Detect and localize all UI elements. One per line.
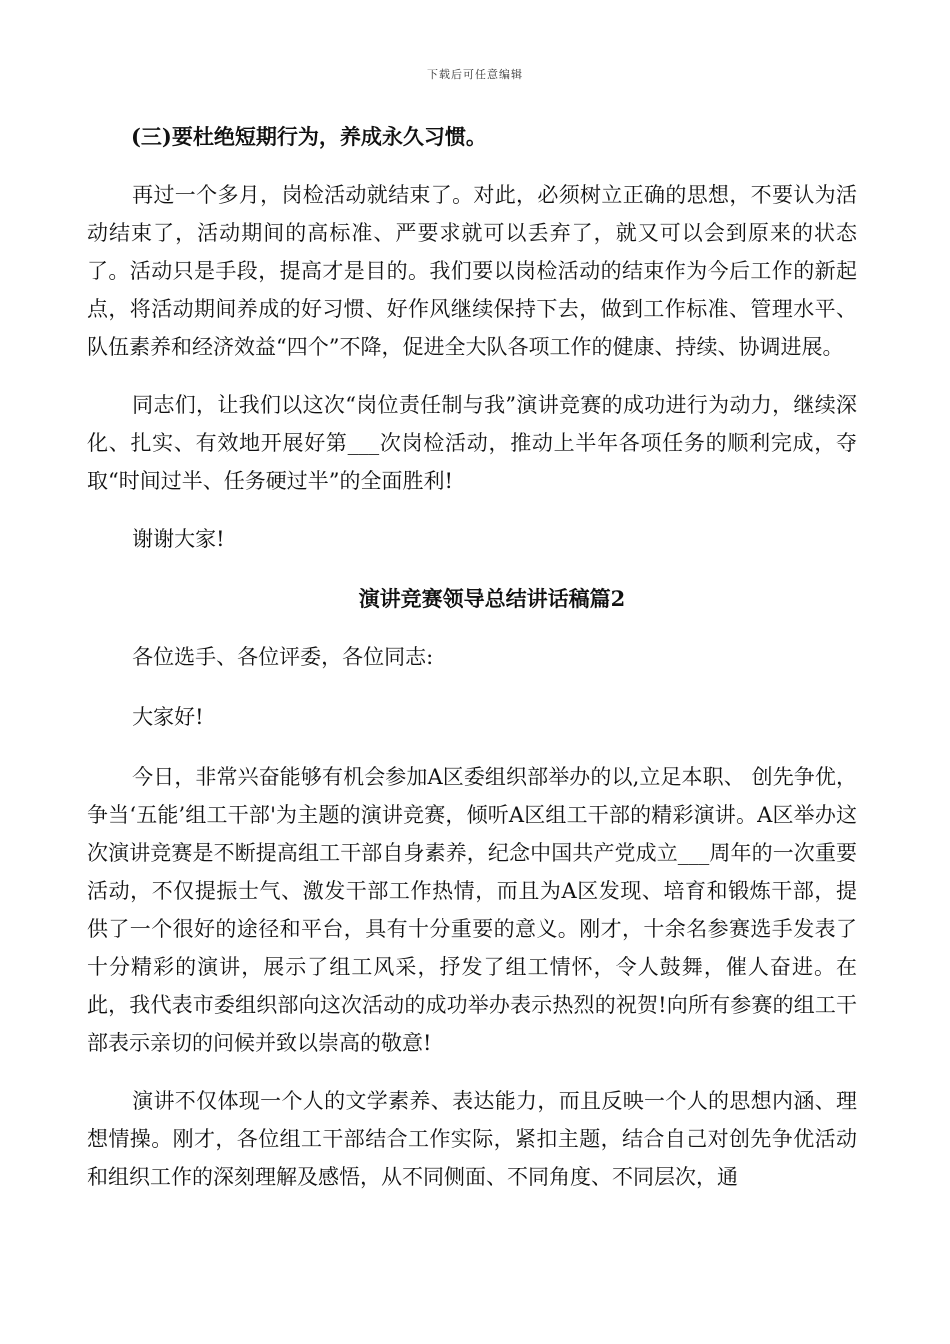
paragraph: 今日，非常兴奋能够有机会参加A区委组织部举办的以,立足本职、 创先争优，争当‘五能’组工干部'为主题的演讲竞赛，倾听A区组工干部的精彩演讲。A区举办这次演讲竞赛是不断提高组工干部自身素养，纪念中国共产党成立___周年的一次重要活动，不仅提振士气、激发干部工作热情，而且为A区发现、培育和锻炼干部，提供了一个很好的途径和平台，具有十分重要的意义。刚才，十余名参赛选手发表了十分精彩的演讲，展示了组工风采，抒发了组工情怀，令人鼓舞，催人奋进。在此，我代表市委组织部向这次活动的成功举办表示热烈的祝贺!向所有参赛的组工干部表示亲切的问候并致以崇高的敬意!: [87, 765, 857, 1055]
salutation: 各位选手、各位评委，各位同志:: [132, 645, 434, 669]
paragraph: 再过一个多月，岗检活动就结束了。对此，必须树立正确的思想，不要认为活动结束了，活动期间的高标准、严要求就可以丢弃了，就又可以会到原来的状态了。活动只是手段，提高才是目的。我们要以岗检活动的结束作为今后工作的新起点，将活动期间养成的好习惯、好作风继续保持下去，做到工作标准、管理水平、队伍素养和经济效益“四个”不降，促进全大队各项工作的健康、持续、协调进展。: [87, 183, 857, 359]
closing-thanks: 谢谢大家!: [132, 527, 225, 551]
greeting: 大家好!: [132, 705, 204, 729]
section-heading: (三)要杜绝短期行为，养成永久习惯。: [131, 124, 487, 149]
paragraph: 同志们，让我们以这次“岗位责任制与我”演讲竞赛的成功进行为动力，继续深化、扎实、有效地开展好第___次岗检活动，推动上半年各项任务的顺利完成，夺取“时间过半、任务硬过半”的全面胜利!: [87, 393, 857, 493]
document-body: [87, 118, 857, 1216]
article-title: 演讲竞赛领导总结讲话稿篇2: [358, 586, 626, 611]
paragraph: 演讲不仅体现一个人的文学素养、表达能力，而且反映一个人的思想内涵、理想情操。刚才，各位组工干部结合工作实际，紧扣主题，结合自己对创先争优活动和组织工作的深刻理解及感悟，从不同侧面、不同角度、不同层次，通: [87, 1089, 857, 1189]
header-note: 下载后可任意编辑: [427, 68, 523, 81]
